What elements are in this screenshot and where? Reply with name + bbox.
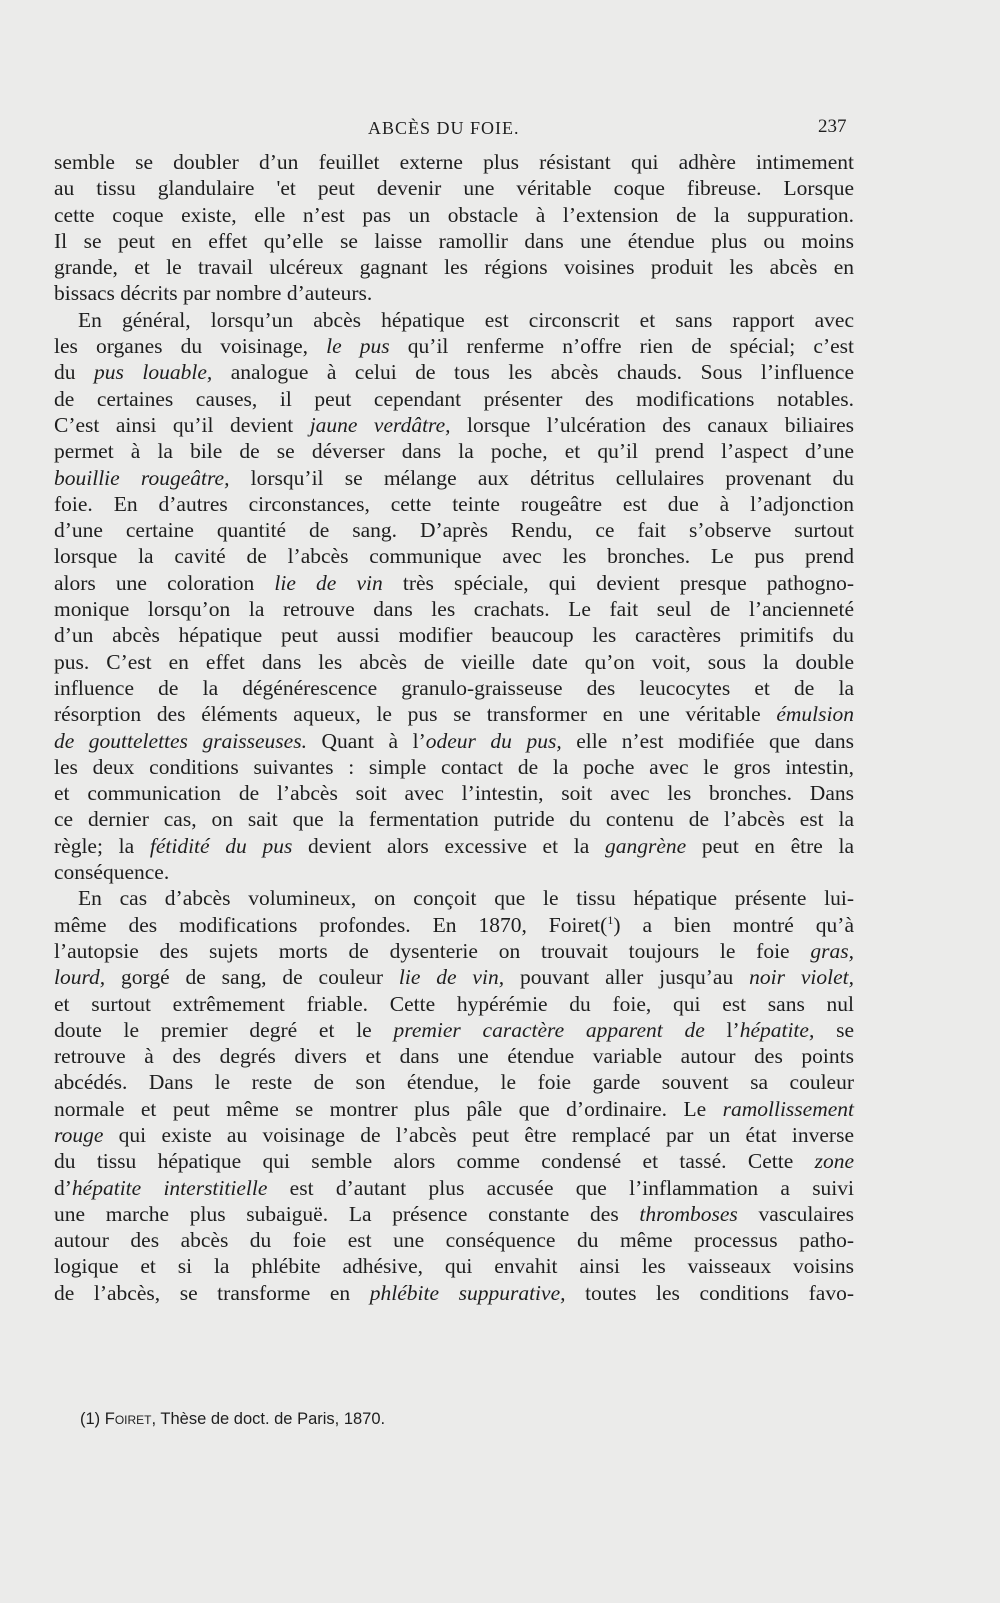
text-line (54, 1201, 854, 1227)
text-segment: qui existe au voisinage de l’abcès peut être remplacé par un état inverse (103, 1122, 854, 1147)
text-line (54, 386, 854, 412)
footnote-text: Thèse de doct. de Paris, 1870. (156, 1410, 386, 1428)
text-line (54, 1096, 854, 1122)
text-line (54, 649, 854, 675)
text-line (54, 359, 854, 385)
text-segment: grande, et le travail ulcéreux gagnant les régions voisines produit les abcès en (54, 255, 854, 280)
text-segment: retrouve à des degrés divers et dans une étendue variable autour des points (54, 1044, 854, 1069)
text-line (54, 1148, 854, 1174)
footnote (80, 1410, 385, 1429)
text-line (54, 833, 854, 859)
text-segment: ce dernier cas, on sait que la fermentation putride du contenu de l’abcès est la (54, 807, 854, 832)
text-segment: autour des abcès du foie est une conséquence du même processus patho- (54, 1228, 854, 1253)
text-segment: C’est ainsi qu’il devient (54, 412, 310, 437)
italic-text: lie de vin (274, 570, 383, 595)
text-segment: lorsque l’ulcération des canaux biliaires (450, 412, 854, 437)
text-segment: cette coque existe, elle n’est pas un obstacle à l’extension de la suppuration. (54, 202, 854, 227)
text-segment: Il se peut en effet qu’elle se laisse ramollir dans une étendue plus ou moins (54, 228, 854, 253)
text-line (54, 149, 854, 175)
text-line (54, 412, 854, 438)
text-segment: vasculaires (737, 1201, 854, 1226)
text-segment: d’ (54, 1175, 72, 1200)
text-segment: Quant à l’ (306, 728, 426, 753)
text-line (54, 543, 854, 569)
text-segment: pus. C’est en effet dans les abcès de vieille date qu’on voit, sous la double (54, 649, 854, 674)
italic-text: fétidité du pus (149, 833, 293, 858)
text-line (54, 1069, 854, 1095)
italic-text: le pus (326, 334, 390, 359)
text-segment: peut en être la (686, 833, 855, 858)
text-segment: se (814, 1017, 855, 1042)
text-segment: conséquence. (54, 860, 170, 885)
text-segment: alors une coloration (54, 570, 275, 595)
footnote-author: Foiret, (104, 1410, 157, 1428)
text-line (54, 1280, 854, 1306)
text-segment: pouvant aller jusqu’au (504, 965, 750, 990)
text-line (54, 780, 854, 806)
text-segment: ) a bien montré qu’à (613, 912, 854, 937)
italic-text: rouge (54, 1122, 104, 1147)
text-line (54, 1122, 854, 1148)
text-segment: règle; la (54, 833, 150, 858)
text-segment: elle n’est modifiée que dans (561, 728, 854, 753)
italic-text: jaune verdâtre, (309, 412, 451, 437)
text-line (54, 596, 854, 622)
text-segment: analogue à celui de tous les abcès chauds. Sous l’influence (212, 360, 855, 385)
text-line (54, 202, 854, 228)
italic-text: noir violet, (749, 965, 854, 990)
text-segment: d’une certaine quantité de sang. D’après Rendu, ce fait s’observe surtout (54, 518, 854, 543)
page-number: 237 (818, 116, 847, 137)
text-segment: abcédés. Dans le reste de son étendue, le foie garde souvent sa couleur (54, 1070, 854, 1095)
italic-text: de gouttelettes graisseuses. (54, 728, 307, 753)
text-segment: qu’il renferme n’offre rien de spécial; c’est (389, 334, 854, 359)
text-segment: lorsqu’il se mélange aux détritus cellulaires provenant du (229, 465, 854, 490)
text-segment: les organes du voisinage, (54, 334, 327, 359)
text-line (54, 175, 854, 201)
text-line (54, 701, 854, 727)
text-line (54, 806, 854, 832)
running-title: ABCÈS DU FOIE. (368, 118, 520, 138)
text-segment: est d’autant plus accusée que l’inflammation a suivi (267, 1175, 855, 1200)
text-segment: En général, lorsqu’un abcès hépatique est circonscrit et sans rapport avec (78, 307, 854, 332)
text-line (54, 964, 854, 990)
italic-text: hépatite, (739, 1017, 815, 1042)
text-segment: En cas d’abcès volumineux, on conçoit que le tissu hépatique présente lui- (78, 886, 854, 911)
text-line (54, 859, 854, 885)
italic-text: lourd, (54, 965, 106, 990)
text-segment: du tissu hépatique qui semble alors comme condensé et tassé. Cette (54, 1149, 815, 1174)
text-segment: normale et peut même se montrer plus pâle que d’ordinaire. Le (54, 1096, 723, 1121)
italic-text: zone (814, 1149, 854, 1174)
text-line (54, 991, 854, 1017)
text-line (54, 228, 854, 254)
text-line (54, 675, 854, 701)
text-line (54, 280, 854, 306)
text-segment: résorption des éléments aqueux, le pus se transformer en une véritable (54, 702, 777, 727)
text-segment: et communication de l’abcès soit avec l’intestin, soit avec les bronches. Dans (54, 781, 854, 806)
text-segment: influence de la dégénérescence granulo-graisseuse des leucocytes et de la (54, 675, 854, 700)
text-segment: et surtout extrêmement friable. Cette hypérémie du foie, qui est sans nul (54, 991, 854, 1016)
text-line (54, 307, 854, 333)
italic-text: ramollissement (722, 1096, 854, 1121)
text-segment: une marche plus subaiguë. La présence constante des (54, 1201, 640, 1226)
text-segment: lorsque la cavité de l’abcès communique avec les bronches. Le pus prend (54, 544, 854, 569)
text-line (54, 912, 854, 938)
text-segment: d’un abcès hépatique peut aussi modifier beaucoup les caractères primitifs du (54, 623, 854, 648)
text-line (54, 1043, 854, 1069)
text-line (54, 938, 854, 964)
italic-text: gras, (810, 938, 854, 963)
italic-text: émulsion (776, 702, 854, 727)
text-line (54, 1017, 854, 1043)
footnote-marker: (1) (80, 1410, 101, 1428)
text-segment: de l’abcès, se transforme en (54, 1280, 370, 1305)
italic-text: bouillie rougeâtre, (54, 465, 230, 490)
text-segment: monique lorsqu’on la retrouve dans les crachats. Le fait seul de l’ancienneté (54, 597, 854, 622)
text-segment: de certaines causes, il peut cependant présenter des modifications notables. (54, 386, 854, 411)
text-segment: gorgé de sang, de couleur (105, 965, 399, 990)
italic-text: pus louable, (94, 360, 213, 385)
text-segment: foie. En d’autres circonstances, cette teinte rougeâtre est due à l’adjonction (54, 491, 854, 516)
text-line (54, 517, 854, 543)
text-line (54, 491, 854, 517)
text-segment: bissacs décrits par nombre d’auteurs. (54, 281, 373, 306)
footnote-reference: 1 (607, 912, 614, 927)
text-segment: permet à la bile de se déverser dans la poche, et qu’il prend l’aspect d’une (54, 439, 854, 464)
text-line (54, 333, 854, 359)
text-line (54, 622, 854, 648)
body-text (54, 149, 854, 1306)
text-segment: semble se doubler d’un feuillet externe plus résistant qui adhère intimement (54, 150, 854, 174)
text-line (54, 465, 854, 491)
text-segment: toutes les conditions favo- (565, 1280, 854, 1305)
text-line (54, 885, 854, 911)
text-line (54, 754, 854, 780)
text-line (54, 254, 854, 280)
text-segment: doute le premier degré et le (54, 1017, 394, 1042)
text-segment: très spéciale, qui devient presque pathogno- (382, 570, 854, 595)
text-line (54, 1175, 854, 1201)
text-line (54, 1227, 854, 1253)
text-line (54, 438, 854, 464)
italic-text: odeur du pus, (425, 728, 562, 753)
italic-text: lie de vin, (398, 965, 505, 990)
italic-text: gangrène (604, 833, 687, 858)
italic-text: premier caractère apparent de (393, 1017, 705, 1042)
text-segment: l’ (704, 1017, 740, 1042)
text-segment: du (54, 360, 95, 385)
text-segment: logique et si la phlébite adhésive, qui envahit ainsi les vaisseaux voisins (54, 1254, 854, 1279)
text-line (54, 728, 854, 754)
italic-text: phlébite suppurative, (369, 1280, 566, 1305)
text-segment: devient alors excessive et la (292, 833, 605, 858)
text-segment: l’autopsie des sujets morts de dysenterie on trouvait toujours le foie (54, 938, 811, 963)
italic-text: thromboses (639, 1201, 738, 1226)
text-line (54, 570, 854, 596)
text-segment: les deux conditions suivantes : simple contact de la poche avec le gros intestin, (54, 754, 854, 779)
italic-text: hépatite interstitielle (71, 1175, 268, 1200)
text-segment: même des modifications profondes. En 1870, Foiret( (54, 912, 608, 937)
text-line (54, 1253, 854, 1279)
text-segment: au tissu glandulaire 'et peut devenir une véritable coque fibreuse. Lorsque (54, 176, 854, 201)
